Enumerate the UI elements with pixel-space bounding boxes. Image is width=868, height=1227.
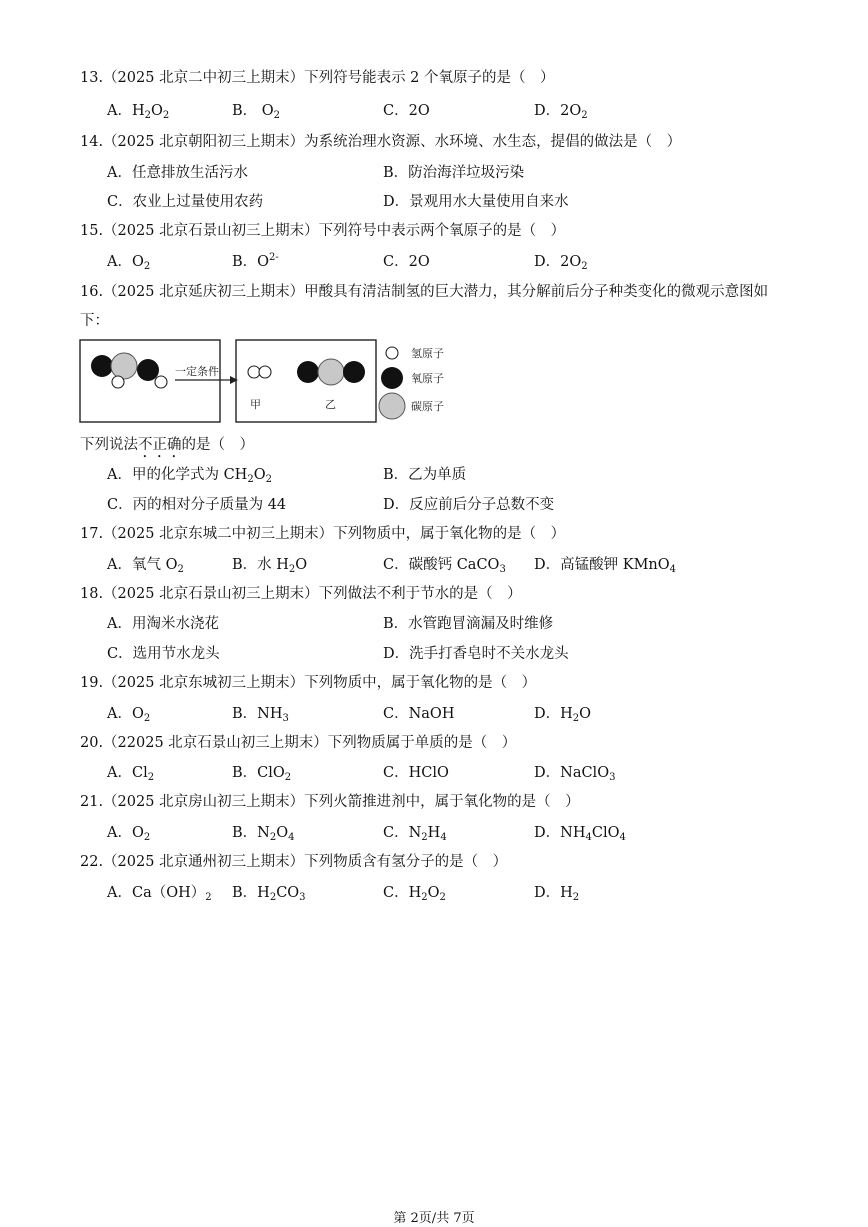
q21-option-c[interactable]: C．$N_2H_4$ xyxy=(383,825,447,843)
product-carbon-atom xyxy=(318,359,344,385)
legend-carbon-icon xyxy=(379,393,405,419)
question-20-stem: 20.（22025 北京石景山初三上期末）下列物质属于单质的是（ ） xyxy=(80,735,517,751)
q16-option-b[interactable]: B．乙为单质 xyxy=(383,467,467,483)
q22-option-d[interactable]: D．$H_2$ xyxy=(534,885,580,903)
question-18-stem: 18.（2025 北京石景山初三上期末）下列做法不利于节水的是（ ） xyxy=(80,586,522,602)
q16-option-c[interactable]: C．丙的相对分子质量为 44 xyxy=(107,497,287,513)
reaction-condition-label: 一定条件 xyxy=(175,365,219,378)
q16-reaction-diagram xyxy=(78,336,468,426)
q15-option-b[interactable]: B．$O^{2-}$ xyxy=(232,252,279,270)
reactant-box xyxy=(80,340,220,422)
q17-option-b[interactable]: B．水 $H_2O$ xyxy=(232,557,308,575)
q15-option-d[interactable]: D．$2O_2$ xyxy=(534,254,588,272)
product-label-yi: 乙 xyxy=(325,398,336,411)
q20-option-d[interactable]: D．NaClO$_3$ xyxy=(534,765,616,783)
q22-option-a[interactable]: A．$Ca(OH)_2$ xyxy=(107,885,212,903)
q16-emphasis-not-correct: 不正确 xyxy=(138,437,182,453)
question-16-stem-line2: 下： xyxy=(80,313,109,329)
q21-option-a[interactable]: A．$O_2$ xyxy=(107,825,151,843)
q17-option-d[interactable]: D．高锰酸钾 KMnO$_4$ xyxy=(534,557,677,575)
reactant-oxygen-atom-right xyxy=(137,359,159,381)
reactant-hydrogen-atom-left xyxy=(112,376,124,388)
product-hydrogen-atom-2 xyxy=(259,366,271,378)
question-19-stem: 19.（2025 北京东城初三上期末）下列物质中，属于氧化物的是（ ） xyxy=(80,675,537,691)
q18-option-c[interactable]: C．选用节水龙头 xyxy=(107,646,220,662)
question-13-stem: 13.（2025 北京二中初三上期末）下列符号能表示 2 个氧原子的是（ ） xyxy=(80,70,555,86)
q19-option-d[interactable]: D．$H_2O$ xyxy=(534,706,592,724)
product-oxygen-atom-left xyxy=(297,361,319,383)
q19-option-c[interactable]: C．NaOH xyxy=(383,706,455,722)
q17-option-a[interactable]: A．氧气 $O_2$ xyxy=(107,557,184,575)
product-oxygen-atom-right xyxy=(343,361,365,383)
q22-option-c[interactable]: C．$H_2O_2$ xyxy=(383,885,446,903)
legend-hydrogen-label: 氢原子 xyxy=(411,347,444,360)
q19-option-b[interactable]: B．$NH_3$ xyxy=(232,706,289,724)
q14-option-a[interactable]: A．任意排放生活污水 xyxy=(107,165,248,181)
q15-option-c[interactable]: C．2O xyxy=(383,254,430,270)
legend-oxygen-icon xyxy=(381,367,403,389)
page-number-footer: 第 2页/共 7页 xyxy=(393,1211,475,1226)
question-16-stem-line1: 16.（2025 北京延庆初三上期末）甲酸具有清洁制氢的巨大潜力，其分解前后分子种类变化的微观示意图如 xyxy=(80,284,769,300)
question-22-stem: 22.（2025 北京通州初三上期末）下列物质含有氢分子的是（ ） xyxy=(80,854,508,870)
q20-option-c[interactable]: C．HClO xyxy=(383,765,449,781)
legend-hydrogen-icon xyxy=(386,347,398,359)
q21-option-b[interactable]: B．$N_2O_4$ xyxy=(232,825,295,843)
reactant-carbon-atom xyxy=(111,353,137,379)
q13-option-b[interactable]: B． $O_2$ xyxy=(232,103,281,121)
reactant-oxygen-atom-left xyxy=(91,355,113,377)
q13-option-d[interactable]: D．$2O_2$ xyxy=(534,103,588,121)
q13-option-c[interactable]: C．2O xyxy=(383,103,430,119)
q18-option-b[interactable]: B．水管跑冒滴漏及时维修 xyxy=(383,616,554,632)
q15-option-a[interactable]: A．$O_2$ xyxy=(107,254,151,272)
legend-oxygen-label: 氧原子 xyxy=(411,372,444,385)
q19-option-a[interactable]: A．$O_2$ xyxy=(107,706,151,724)
q13-option-a[interactable]: A．$H_2O_2$ xyxy=(107,103,170,121)
q16-option-a[interactable]: A．甲的化学式为 $CH_2O_2$ xyxy=(107,467,272,485)
q18-option-a[interactable]: A．用淘米水浇花 xyxy=(107,616,219,632)
q16-option-d[interactable]: D．反应前后分子总数不变 xyxy=(383,497,555,513)
q14-option-d[interactable]: D．景观用水大量使用自来水 xyxy=(383,194,569,210)
q18-option-d[interactable]: D．洗手打香皂时不关水龙头 xyxy=(383,646,569,662)
q20-option-b[interactable]: B．ClO$_2$ xyxy=(232,765,292,783)
reaction-arrowhead xyxy=(230,376,238,384)
product-hydrogen-atom-1 xyxy=(248,366,260,378)
legend-carbon-label: 碳原子 xyxy=(411,400,444,413)
q20-option-a[interactable]: A．$Cl_2$ xyxy=(107,765,155,783)
product-label-jia: 甲 xyxy=(250,398,261,411)
q14-option-c[interactable]: C．农业上过量使用农药 xyxy=(107,194,264,210)
q14-option-b[interactable]: B．防治海洋垃圾污染 xyxy=(383,165,525,181)
q21-option-d[interactable]: D．$NH_4ClO_4$ xyxy=(534,825,626,843)
question-15-stem: 15.（2025 北京石景山初三上期末）下列符号中表示两个氧原子的是（ ） xyxy=(80,223,566,239)
question-17-stem: 17.（2025 北京东城二中初三上期末）下列物质中，属于氧化物的是（ ） xyxy=(80,526,566,542)
question-21-stem: 21.（2025 北京房山初三上期末）下列火箭推进剂中，属于氧化物的是（ ） xyxy=(80,794,580,810)
question-16-prompt: 下列说法不正确的是（ ） xyxy=(80,437,254,453)
reactant-hydrogen-atom-right xyxy=(155,376,167,388)
q17-option-c[interactable]: C．碳酸钙 CaCO$_3$ xyxy=(383,557,506,575)
question-14-stem: 14.（2025 北京朝阳初三上期末）为系统治理水资源、水环境、水生态，提倡的做法是（ ） xyxy=(80,134,682,150)
q22-option-b[interactable]: B．$H_2CO_3$ xyxy=(232,885,306,903)
